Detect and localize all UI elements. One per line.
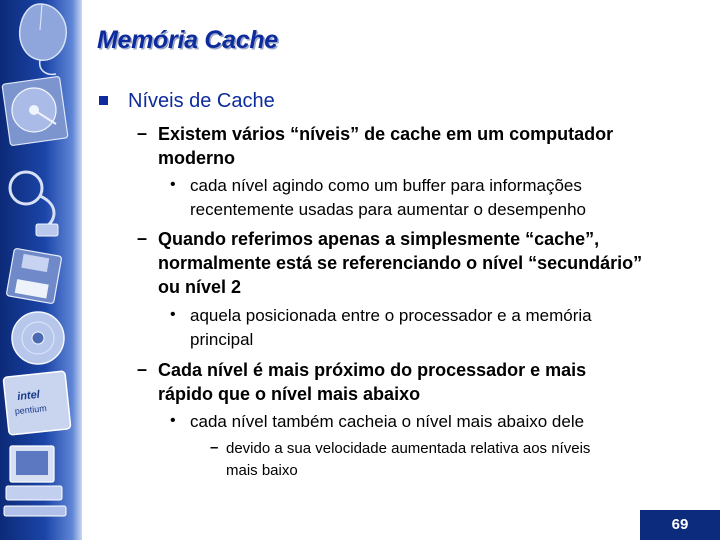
bullet-line: devido a sua velocidade aumentada relativa aos níveis <box>226 440 591 457</box>
bullet-line: principal <box>190 330 254 349</box>
pentium-chip-icon <box>3 371 71 435</box>
bullet-line: Cada nível é mais próximo do processador e mais <box>158 360 587 380</box>
bullet-line: normalmente está se referenciando o nível “secundário” <box>158 253 643 273</box>
left-decorative-band <box>0 0 82 540</box>
bullet-line: rápido que o nível mais abaixo <box>158 384 421 404</box>
slide-title: Memória Cache <box>97 26 278 54</box>
svg-text:pentium: pentium <box>14 403 48 417</box>
bullet-level2-item <box>158 227 698 299</box>
bullet-level3-item <box>190 410 690 434</box>
bullet-line: Quando referimos apenas a simplesmente “cache”, <box>158 229 600 249</box>
main-bullet-text: Níveis de Cache <box>128 90 275 112</box>
bullet-line: ou nível 2 <box>158 277 242 297</box>
dot-marker: • <box>170 176 176 193</box>
bullet-line: cada nível agindo como um buffer para informações <box>190 176 582 195</box>
cd-icon <box>12 312 64 364</box>
bullet-line: moderno <box>158 148 236 168</box>
mouse-icon <box>20 4 67 74</box>
bullet-line: Existem vários “níveis” de cache em um computador <box>158 124 614 144</box>
floppy-disk-icon <box>6 248 62 304</box>
bullet-line: mais baixo <box>226 462 298 479</box>
dot-marker: • <box>170 412 176 429</box>
bullet-line: recentemente usadas para aumentar o desempenho <box>190 200 586 219</box>
page-number-badge <box>640 510 720 540</box>
svg-text:intel: intel <box>16 388 41 403</box>
bullet-level3-item <box>190 304 690 352</box>
bullet-level2-item <box>158 358 698 406</box>
dot-marker: • <box>170 306 176 323</box>
band-illustration <box>0 0 82 540</box>
bullet-level4-item <box>226 438 696 482</box>
cable-icon <box>10 172 58 236</box>
bullet-level2-item <box>158 122 698 170</box>
dash-marker: – <box>137 123 148 143</box>
dash-marker: – <box>137 228 148 248</box>
square-bullet-icon <box>99 96 108 105</box>
page-number: 69 <box>671 516 689 533</box>
dash-marker: – <box>210 439 219 456</box>
bullet-line: aquela posicionada entre o processador e a memória <box>190 306 592 325</box>
hard-disk-icon <box>2 76 68 145</box>
bullet-line: cada nível também cacheia o nível mais abaixo dele <box>190 412 585 431</box>
dash-marker: – <box>137 359 148 379</box>
computer-icon <box>4 446 66 516</box>
bullet-level3-item <box>190 174 690 222</box>
